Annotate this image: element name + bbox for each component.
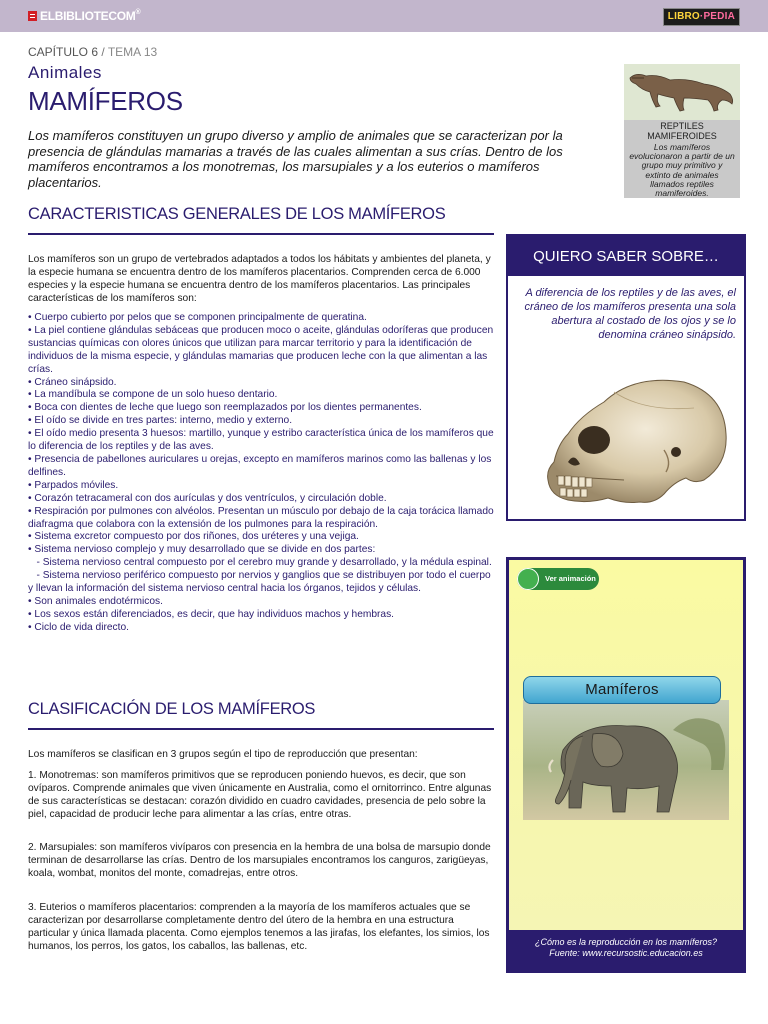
elephant-photo xyxy=(523,700,729,820)
list-item: • Presencia de pabellones auriculares u orejas, excepto en mamíferos marinos como las ballenas y los delfines. xyxy=(28,453,495,478)
animation-panel xyxy=(506,557,746,973)
list-item: • Cráneo sinápsido. xyxy=(28,376,117,388)
list-item: • Son animales endotérmicos. xyxy=(28,595,163,607)
section-heading-caracteristicas: CARACTERISTICAS GENERALES DE LOS MAMÍFEROS xyxy=(28,205,446,223)
skull-illustration xyxy=(544,372,730,512)
play-leaf-icon xyxy=(517,568,539,590)
subject-title: Animales xyxy=(28,63,102,82)
animation-stage[interactable] xyxy=(509,560,743,930)
list-item: • La mandíbula se compone de un solo hueso dentario. xyxy=(28,389,278,401)
list-item: • El oído se divide en tres partes: interno, medio y externo. xyxy=(28,415,293,427)
list-item: • La piel contiene glándulas sebáceas que producen moco o aceite, glándulas odoríferas que producen sustancias químicas con olores únicos que utilizan para marcar territorio y para la identificación de individuos de la misma especie, y glándulas mamarias que producen leche con la que alimentan a las crías. xyxy=(28,324,497,375)
list-item: - Sistema nervioso periférico compuesto por nervios y ganglios que se distribuyen por todo el cuerpo y llevan la información del sistema nervioso central hacia los órganos, tejidos y células. xyxy=(28,570,494,595)
list-item: • Parpados móviles. xyxy=(28,479,119,491)
ver-animacion-button[interactable]: Ver animación xyxy=(517,568,599,590)
quiero-saber-heading: QUIERO SABER SOBRE… xyxy=(508,236,744,276)
caracteristicas-list xyxy=(28,312,497,635)
mamiferos-pill-label: Mamíferos xyxy=(523,676,721,704)
page-title: MAMÍFEROS xyxy=(28,86,183,116)
quiero-saber-box xyxy=(506,234,746,521)
list-item: • Boca con dientes de leche que luego son reemplazados por los dientes permanentes. xyxy=(28,402,422,414)
reptiles-mamiferoides-box xyxy=(624,64,740,198)
breadcrumb-separator: / xyxy=(101,45,105,59)
euterios-paragraph: 3. Euterios o mamíferos placentarios: comprenden a la mayoría de los mamíferos actuales que se caracterizan por desarrollarse completamente dentro del útero de la hembra en una estructura particular y única llamada placenta. Como ejemplos tenemos a las jirafas, los elefantes, los simios, los humanos, los perros, los gatos, los caballos, las ballenas, etc. xyxy=(28,902,490,952)
tema-label: TEMA 13 xyxy=(107,45,158,59)
marsupiales-paragraph: 2. Marsupiales: son mamíferos vivíparos con presencia en la hembra de una bolsa de marsupio donde terminan de desarrollarse las crías. Dentro de los marsupiales encontramos los canguros, zarigüeyas, koala, wombat, monitos del monte, comadrejas, entre otros. xyxy=(28,842,491,879)
list-item: • Sistema nervioso complejo y muy desarrollado que se divide en dos partes: xyxy=(28,544,376,556)
list-item: • Cuerpo cubierto por pelos que se componen principalmente de queratina. xyxy=(28,312,367,323)
reptiles-title: REPTILES MAMIFEROIDES xyxy=(647,121,717,141)
list-item: - Sistema nervioso central compuesto por el cerebro muy grande y desarrollado, y la médula espinal. xyxy=(28,557,492,569)
quiero-saber-text: A diferencia de los reptiles y de las aves, el cráneo de los mamíferos presenta una sola abertura al costado de los ojos y se lo denomina cráneo sinápsido. xyxy=(524,287,736,341)
reptiles-text: Los mamíferos evolucionaron a partir de un grupo muy primitivo y extinto de animales llamados reptiles mamiferoides. xyxy=(629,142,735,199)
list-item: • Ciclo de vida directo. xyxy=(28,621,129,633)
list-item: • Respiración por pulmones con alvéolos. Presentan un músculo por debajo de la caja torácica llamado diafragma que colabora con la extensión de los pulmones para la respiración. xyxy=(28,505,497,530)
clasificacion-intro: Los mamíferos se clasifican en 3 grupos según el tipo de reproducción que presentan: xyxy=(28,749,418,760)
book-icon xyxy=(28,11,37,21)
libropedia-logo[interactable]: LIBRO·PEDIA xyxy=(663,8,740,26)
chapter-label: CAPÍTULO 6 xyxy=(28,45,99,59)
section-divider xyxy=(28,233,494,235)
monotremas-paragraph: 1. Monotremas: son mamíferos primitivos que se reproducen poniendo huevos, es decir, que son ovíparos. Comprende animales que viven únicamente en Australia, como el ornitorrinco. Entre algunas de sus características se destacan: corazón dividido en cuadro cavidades, presencia de pelo sobre la piel, capacidad de producir leche para alimentar a las crías, entre otras. xyxy=(28,770,492,820)
list-item: • Corazón tetracameral con dos aurículas y dos ventrículos, y circulación doble. xyxy=(28,492,387,504)
list-item: • Los sexos están diferenciados, es decir, que hay individuos machos y hembras. xyxy=(28,608,394,620)
caracteristicas-paragraph: Los mamíferos son un grupo de vertebrados adaptados a todos los hábitats y ambientes del planeta, y la especie humana se encuentra dentro de los mamíferos placentarios. Comprenden cerca de 6.000 especies y la especie humana se encuentra dentro de los mamíferos placentarios. Las principales características de los mamíferos son: xyxy=(28,254,491,304)
section-divider xyxy=(28,728,494,730)
site-logo[interactable]: ELBIBLIOTECOM® xyxy=(28,9,140,23)
top-bar xyxy=(0,0,768,32)
breadcrumb xyxy=(28,45,157,59)
animation-caption: ¿Cómo es la reproducción en los mamíferos? Fuente: www.recursostic.educacion.es xyxy=(509,930,743,970)
reptile-illustration xyxy=(624,64,740,120)
section-heading-clasificacion: CLASIFICACIÓN DE LOS MAMÍFEROS xyxy=(28,700,316,718)
intro-paragraph: Los mamíferos constituyen un grupo diverso y amplio de animales que se caracterizan por la presencia de glándulas mamarias a través de las cuales alimentan a sus crías. Dentro de los mamíferos encontramos a los monotremas, los marsupiales y a los euterios o mamíferos placentarios. xyxy=(28,128,563,190)
list-item: • El oído medio presenta 3 huesos: martillo, yunque y estribo característica única de los mamíferos que lo diferencia de los reptiles y de las aves. xyxy=(28,428,497,453)
list-item: • Sistema excretor compuesto por dos riñones, dos uréteres y una vejiga. xyxy=(28,531,359,543)
